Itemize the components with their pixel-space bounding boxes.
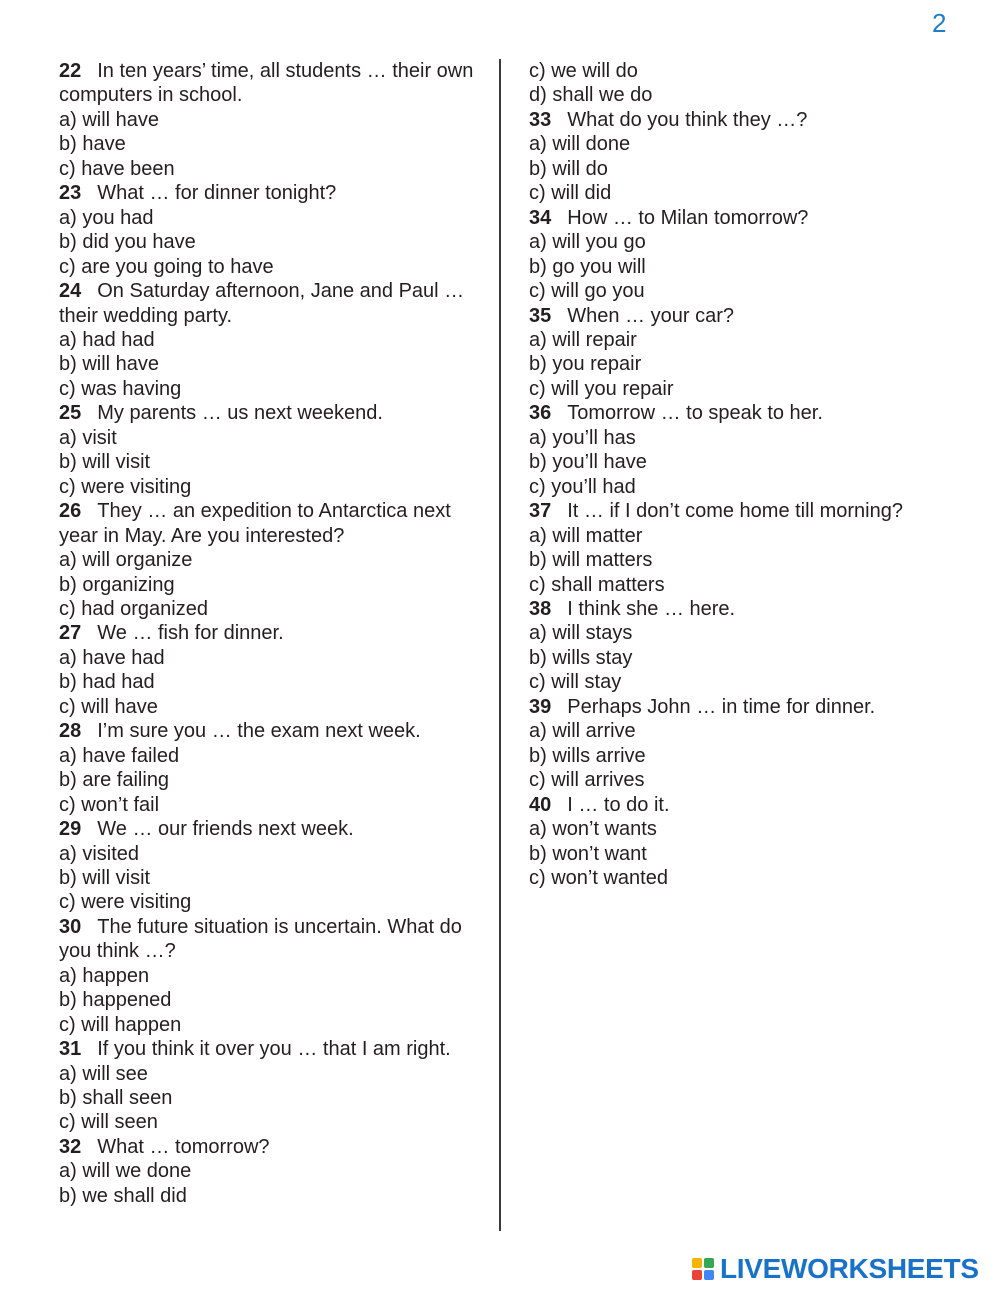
question-number: 33 bbox=[529, 108, 552, 131]
answer-option[interactable]: b) we shall did bbox=[59, 1184, 187, 1207]
question-line bbox=[529, 499, 949, 523]
answer-option[interactable]: d) shall we do bbox=[529, 84, 653, 107]
question-text: What … tomorrow? bbox=[97, 1135, 270, 1158]
question-block bbox=[529, 597, 949, 695]
answer-option[interactable]: a) you’ll has bbox=[529, 426, 636, 449]
column-divider bbox=[499, 59, 501, 1231]
answer-option[interactable]: c) are you going to have bbox=[59, 255, 274, 278]
question-block bbox=[529, 108, 949, 206]
answer-option[interactable]: b) you’ll have bbox=[529, 451, 647, 474]
answer-option[interactable]: c) will happen bbox=[59, 1013, 182, 1036]
right-column bbox=[529, 59, 949, 890]
question-number: 36 bbox=[529, 402, 552, 425]
answer-option[interactable]: c) shall matters bbox=[529, 573, 665, 596]
question-text: I think she … here. bbox=[567, 597, 736, 620]
answer-option[interactable]: a) happen bbox=[59, 964, 150, 987]
question-number: 38 bbox=[529, 597, 552, 620]
question-text: If you think it over you … that I am right. bbox=[97, 1038, 451, 1061]
answer-option[interactable]: c) won’t fail bbox=[59, 793, 160, 816]
question-block bbox=[59, 1037, 479, 1135]
answer-option[interactable]: b) happened bbox=[59, 989, 172, 1012]
question-text: My parents … us next weekend. bbox=[97, 402, 383, 425]
answer-option[interactable]: c) was having bbox=[59, 377, 182, 400]
question-text: It … if I don’t come home till morning? bbox=[567, 500, 903, 523]
answer-option[interactable]: c) have been bbox=[59, 157, 175, 180]
answer-option[interactable]: b) shall seen bbox=[59, 1087, 173, 1110]
question-block bbox=[529, 206, 949, 304]
question-number: 32 bbox=[59, 1135, 82, 1158]
question-number: 35 bbox=[529, 304, 552, 327]
question-line bbox=[59, 1135, 479, 1159]
answer-option[interactable]: b) wills arrive bbox=[529, 744, 646, 767]
answer-option[interactable]: b) did you have bbox=[59, 231, 196, 254]
question-number: 39 bbox=[529, 695, 552, 718]
question-line bbox=[529, 793, 949, 817]
answer-option[interactable]: b) you repair bbox=[529, 353, 642, 376]
answer-option[interactable]: b) will do bbox=[529, 157, 608, 180]
answer-option[interactable]: a) have failed bbox=[59, 744, 180, 767]
answer-option[interactable]: a) will arrive bbox=[529, 720, 636, 743]
answer-option[interactable]: a) will done bbox=[529, 133, 631, 156]
answer-option[interactable]: b) won’t want bbox=[529, 842, 647, 865]
liveworksheets-logo-icon bbox=[692, 1258, 714, 1280]
question-text: In ten years’ time, all students … their own computers in school. bbox=[59, 60, 479, 107]
answer-option[interactable]: b) go you will bbox=[529, 255, 646, 278]
answer-option[interactable]: a) will we done bbox=[59, 1160, 192, 1183]
answer-option[interactable]: c) will go you bbox=[529, 280, 645, 303]
answer-option[interactable]: c) had organized bbox=[59, 597, 208, 620]
question-text: I … to do it. bbox=[567, 793, 670, 816]
answer-option[interactable]: a) will see bbox=[59, 1062, 148, 1085]
answer-option[interactable]: b) will have bbox=[59, 353, 160, 376]
question-line bbox=[59, 915, 479, 964]
answer-option[interactable]: c) will did bbox=[529, 182, 612, 205]
question-number: 40 bbox=[529, 793, 552, 816]
answer-option[interactable]: b) have bbox=[59, 133, 126, 156]
question-block bbox=[59, 817, 479, 915]
question-block bbox=[59, 499, 479, 621]
question-text: What do you think they …? bbox=[567, 108, 808, 131]
question-line bbox=[529, 206, 949, 230]
answer-option[interactable]: a) have had bbox=[59, 646, 165, 669]
answer-option[interactable]: b) will matters bbox=[529, 549, 653, 572]
liveworksheets-logo[interactable] bbox=[692, 1253, 979, 1285]
question-text: How … to Milan tomorrow? bbox=[567, 206, 809, 229]
question-text: We … our friends next week. bbox=[97, 818, 354, 841]
answer-option[interactable]: a) will matter bbox=[529, 524, 643, 547]
question-line bbox=[59, 401, 479, 425]
answer-option[interactable]: c) you’ll had bbox=[529, 475, 636, 498]
question-line bbox=[59, 499, 479, 548]
answer-option[interactable]: c) will stay bbox=[529, 671, 622, 694]
left-column bbox=[59, 59, 479, 1208]
question-text: We … fish for dinner. bbox=[97, 622, 284, 645]
question-number: 30 bbox=[59, 915, 82, 938]
answer-option[interactable]: c) were visiting bbox=[59, 475, 192, 498]
answer-option[interactable]: a) won’t wants bbox=[529, 818, 657, 841]
question-line bbox=[59, 621, 479, 645]
answer-option[interactable]: c) will have bbox=[59, 695, 158, 718]
question-block bbox=[59, 621, 479, 719]
question-number: 27 bbox=[59, 622, 82, 645]
answer-option[interactable]: b) will visit bbox=[59, 866, 151, 889]
question-line bbox=[529, 401, 949, 425]
question-block bbox=[59, 915, 479, 1037]
question-number: 31 bbox=[59, 1038, 82, 1061]
answer-option[interactable]: b) organizing bbox=[59, 573, 175, 596]
question-number: 29 bbox=[59, 818, 82, 841]
question-number: 34 bbox=[529, 206, 552, 229]
question-number: 28 bbox=[59, 720, 82, 743]
question-number: 37 bbox=[529, 500, 552, 523]
question-number: 25 bbox=[59, 402, 82, 425]
question-line bbox=[529, 695, 949, 719]
question-block bbox=[59, 1135, 479, 1208]
question-text: On Saturday afternoon, Jane and Paul … their wedding party. bbox=[59, 280, 470, 327]
answer-option[interactable]: c) were visiting bbox=[59, 891, 192, 914]
question-text: The future situation is uncertain. What do you think …? bbox=[59, 915, 468, 963]
question-block bbox=[59, 401, 479, 499]
answer-option[interactable]: a) visited bbox=[59, 842, 140, 865]
question-block bbox=[529, 304, 949, 402]
question-number: 24 bbox=[59, 280, 82, 303]
question-line bbox=[529, 597, 949, 621]
question-block bbox=[529, 793, 949, 891]
question-block bbox=[529, 401, 949, 499]
answer-option[interactable]: c) we will do bbox=[529, 60, 638, 82]
question-line bbox=[529, 108, 949, 132]
question-block bbox=[59, 181, 479, 279]
answer-option[interactable]: a) will you go bbox=[529, 231, 646, 254]
question-line bbox=[59, 181, 479, 205]
question-text: They … an expedition to Antarctica next year in May. Are you interested? bbox=[59, 500, 457, 547]
answer-option[interactable]: c) will you repair bbox=[529, 377, 674, 400]
logo-text: LIVEWORKSHEETS bbox=[720, 1253, 979, 1284]
answer-option[interactable]: a) you had bbox=[59, 206, 154, 229]
question-number: 22 bbox=[59, 60, 82, 82]
question-number: 26 bbox=[59, 500, 82, 523]
page-number: 2 bbox=[932, 8, 947, 38]
answer-option[interactable]: b) wills stay bbox=[529, 646, 633, 669]
answer-option[interactable]: c) will arrives bbox=[529, 769, 645, 792]
answer-option[interactable]: b) will visit bbox=[59, 451, 151, 474]
question-line bbox=[59, 279, 479, 328]
question-block bbox=[59, 719, 479, 817]
question-line bbox=[59, 59, 479, 108]
answer-option[interactable]: c) won’t wanted bbox=[529, 866, 668, 889]
question-text: Perhaps John … in time for dinner. bbox=[567, 695, 876, 718]
question-line bbox=[529, 304, 949, 328]
answer-option[interactable]: b) had had bbox=[59, 671, 155, 694]
question-block bbox=[529, 695, 949, 793]
answer-option[interactable]: c) will seen bbox=[59, 1111, 158, 1134]
question-number: 23 bbox=[59, 182, 82, 205]
question-block bbox=[59, 59, 479, 181]
question-text: What … for dinner tonight? bbox=[97, 182, 337, 205]
question-line bbox=[59, 1037, 479, 1061]
question-text: Tomorrow … to speak to her. bbox=[567, 402, 823, 425]
answer-option[interactable]: a) visit bbox=[59, 426, 117, 449]
answer-option[interactable]: a) had had bbox=[59, 328, 155, 351]
question-text: I’m sure you … the exam next week. bbox=[97, 720, 421, 743]
question-block bbox=[529, 499, 949, 597]
question-line bbox=[59, 817, 479, 841]
question-text: When … your car? bbox=[567, 304, 734, 327]
answer-option[interactable]: a) will repair bbox=[529, 328, 637, 351]
question-block bbox=[59, 279, 479, 401]
answer-option[interactable]: a) will have bbox=[59, 108, 160, 131]
answer-option[interactable]: b) are failing bbox=[59, 769, 170, 792]
answer-option[interactable]: a) will organize bbox=[59, 549, 193, 572]
answer-option[interactable]: a) will stays bbox=[529, 622, 633, 645]
question-line bbox=[59, 719, 479, 743]
